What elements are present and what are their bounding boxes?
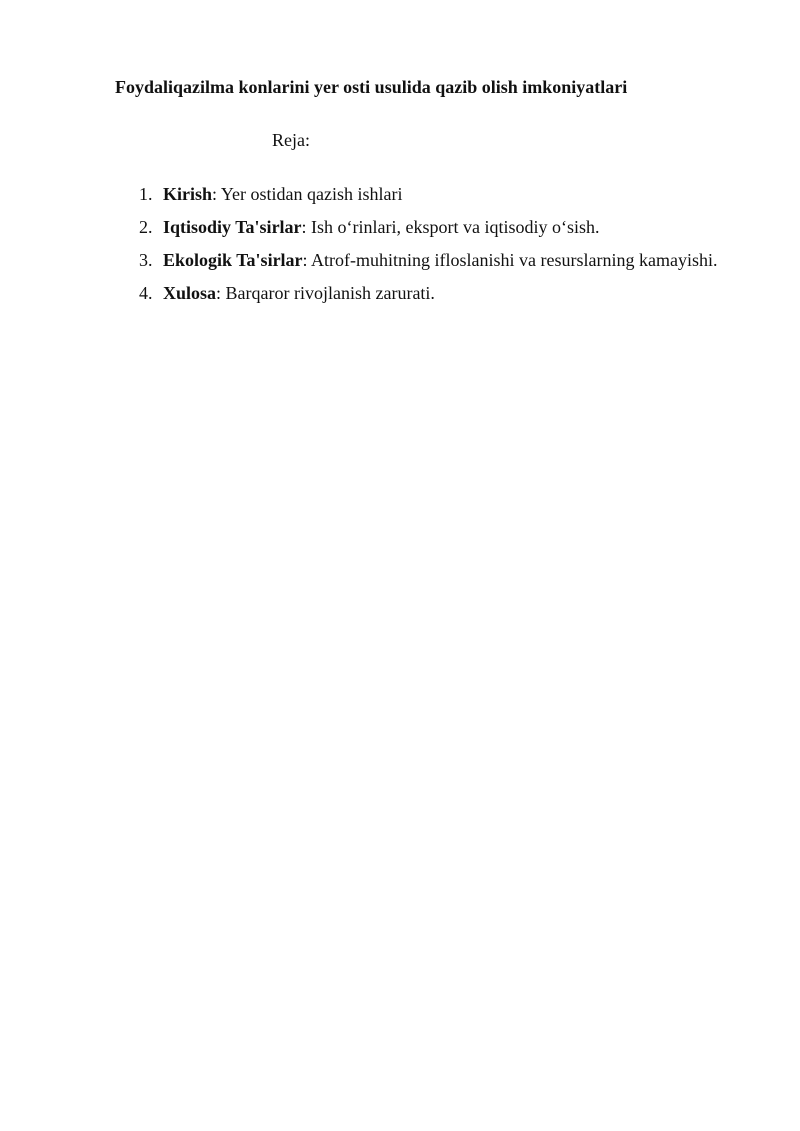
plan-item-number: 1. xyxy=(139,184,153,204)
plan-item xyxy=(139,211,743,244)
plan-item-term: Ekologik Ta'sirlar xyxy=(163,250,303,270)
plan-item-term: Kirish xyxy=(163,184,213,204)
plan-item-text xyxy=(163,283,435,303)
plan-item xyxy=(139,178,743,211)
plan-item-description: : Ish o‘rinlari, eksport va iqtisodiy o‘sish. xyxy=(301,217,600,237)
plan-list xyxy=(139,178,743,310)
plan-heading: Reja: xyxy=(272,130,310,150)
plan-item-number: 4. xyxy=(139,283,153,303)
document-title: Foydaliqazilma konlarini yer osti usulida qazib olish imkoniyatlari xyxy=(115,77,628,97)
plan-item-text xyxy=(163,184,403,204)
plan-item xyxy=(139,244,743,277)
plan-item-number: 2. xyxy=(139,217,153,237)
plan-item-text xyxy=(163,217,600,237)
plan-item-description: : Barqaror rivojlanish zarurati. xyxy=(216,283,435,303)
plan-item-description: : Atrof-muhitning ifloslanishi va resurslarning kamayishi. xyxy=(302,250,718,270)
plan-item-term: Iqtisodiy Ta'sirlar xyxy=(163,217,302,237)
plan-item-number: 3. xyxy=(139,250,153,270)
plan-item xyxy=(139,277,743,310)
plan-item-description: : Yer ostidan qazish ishlari xyxy=(212,184,403,204)
plan-item-text xyxy=(163,244,743,277)
plan-item-term: Xulosa xyxy=(163,283,217,303)
